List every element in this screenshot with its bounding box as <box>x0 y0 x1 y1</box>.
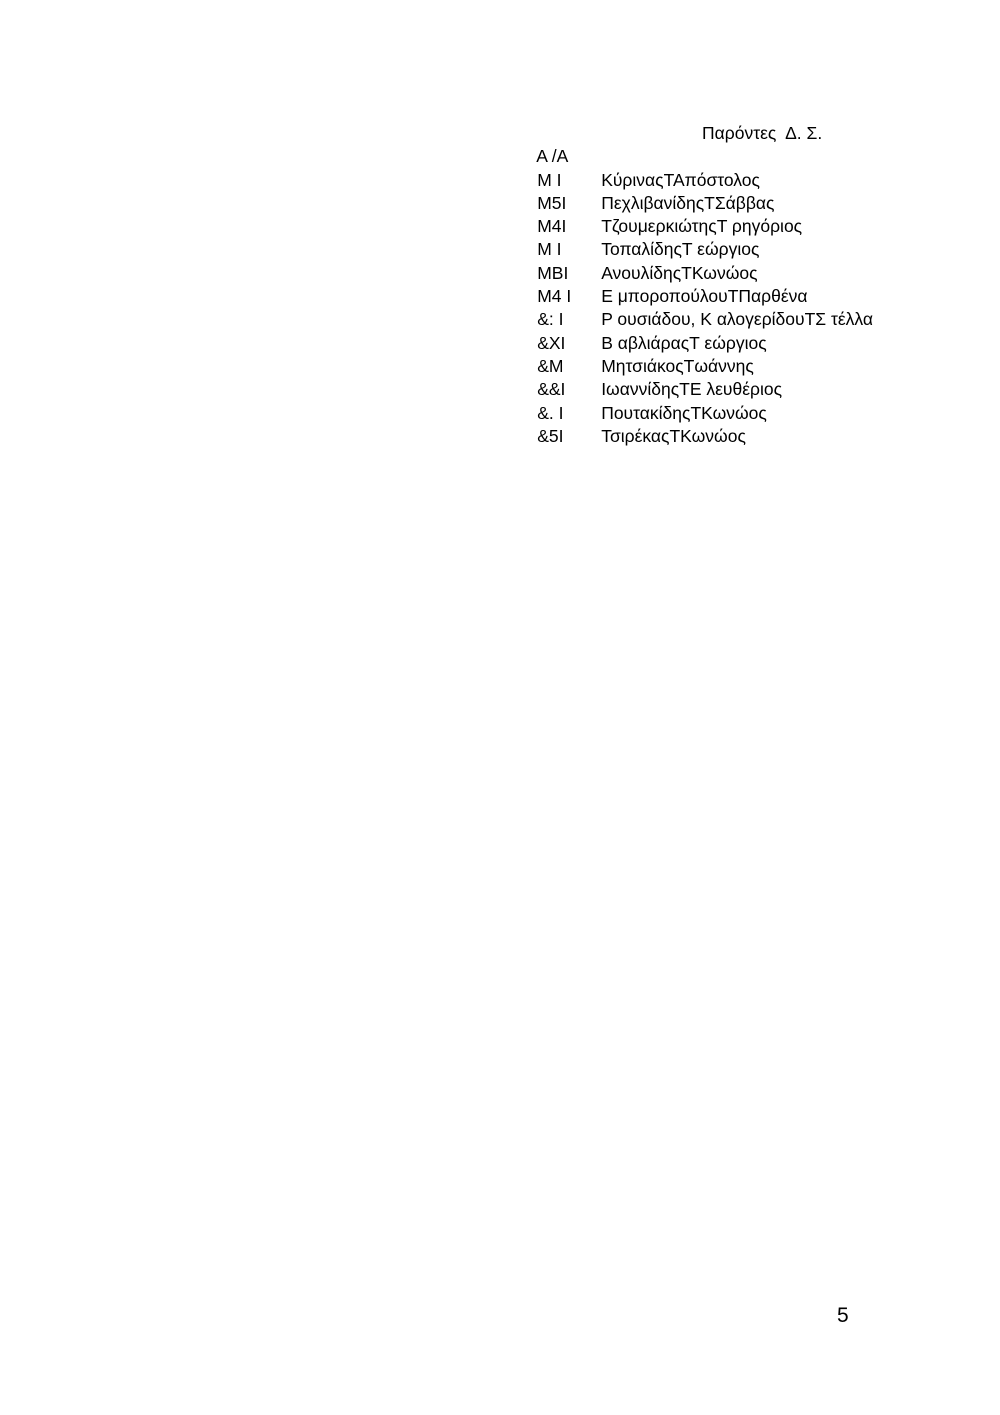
attendance-header <box>508 122 873 167</box>
attendee-row <box>508 215 873 260</box>
attendee-name: ΑνουλίδηςΤΚωνώος <box>601 262 758 283</box>
present-column-header: Παρόντες Δ. Σ. <box>702 123 823 143</box>
attendee-name: ΠουτακίδηςΤΚωνώος <box>601 402 767 423</box>
attendee-row <box>508 308 873 353</box>
attendee-row <box>508 355 873 400</box>
attendee-index: &5I <box>537 425 564 446</box>
attendee-name: ΙωαννίδηςΤΕ λευθέριος <box>601 379 783 400</box>
page-number: 5 <box>837 1304 849 1327</box>
attendee-index: &M <box>537 355 564 376</box>
attendee-name: ΚύριναςΤΑπόστολος <box>601 169 760 190</box>
attendee-row <box>508 145 873 190</box>
attendee-row <box>508 332 873 376</box>
attendee-row <box>508 169 873 213</box>
attendee-index: &&I <box>537 379 566 400</box>
attendee-index: &XI <box>537 332 566 353</box>
attendee-row <box>508 378 873 423</box>
attendee-name: ΤσιρέκαςΤΚωνώος <box>601 425 746 446</box>
attendee-index: M5I <box>537 192 567 213</box>
attendee-row <box>508 402 873 446</box>
attendee-name: ΜητσιάκοςΤωάννης <box>601 355 754 376</box>
attendee-row <box>508 238 873 283</box>
attendee-index: M I <box>537 169 562 190</box>
index-column-header: Α /Α <box>536 146 569 167</box>
attendee-index: &: I <box>537 309 564 330</box>
attendance-list <box>508 122 874 446</box>
attendee-index: M4I <box>537 216 567 237</box>
attendee-name: Β αβλιάραςΤ εώργιος <box>601 332 767 353</box>
attendee-row <box>508 192 873 237</box>
attendee-name: ΠεχλιβανίδηςΤΣάββας <box>601 192 775 213</box>
attendee-index: M I <box>537 239 562 260</box>
attendee-name: Ρ ουσιάδου, Κ αλογερίδουΤΣ τέλλα <box>601 309 874 330</box>
attendee-name: ΤοπαλίδηςΤ εώργιος <box>601 239 760 260</box>
attendee-index: &. I <box>537 402 564 423</box>
attendee-name: Ε μποροπούλουΤΠαρθένα <box>601 286 808 307</box>
attendee-name: ΤζουμερκιώτηςΤ ρηγόριος <box>601 216 803 237</box>
attendee-index: MBI <box>537 262 569 283</box>
attendee-row <box>508 285 874 330</box>
attendee-row <box>508 262 873 307</box>
attendee-index: M4 I <box>537 286 572 307</box>
